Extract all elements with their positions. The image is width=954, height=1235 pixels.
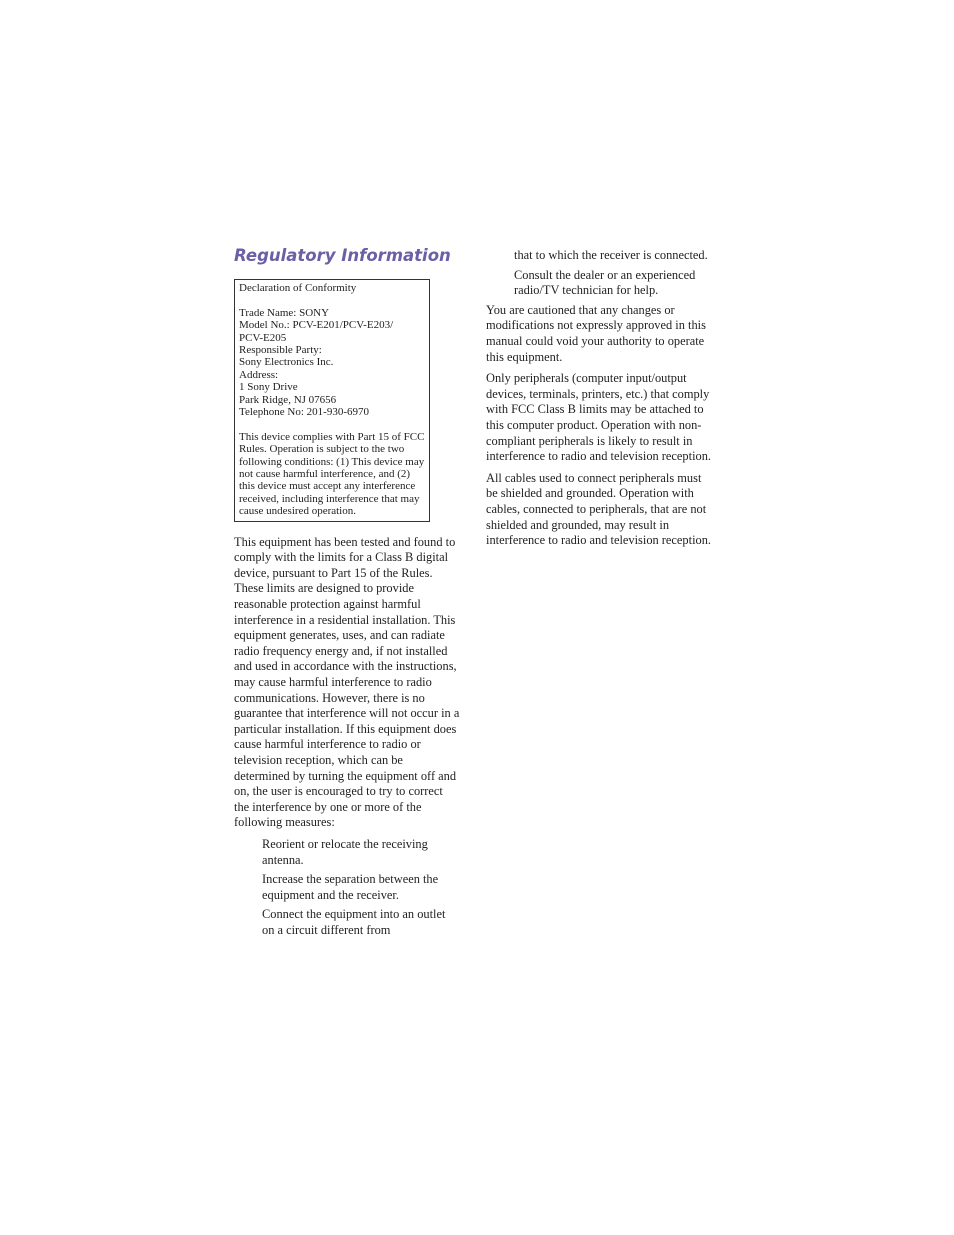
telephone-number: Telephone No: 201-930-6970: [239, 406, 369, 419]
model-number-line1: Model No.: PCV-E201/PCV-E203/: [239, 319, 394, 332]
model-number-line2: PCV-E205: [239, 331, 287, 344]
compliance-statement: This device complies with Part 15 of FCC Rules. Operation is subject to the two following conditions: (1) This device may not cause harmful interference, and (2) this device must accept any interference received, including interference that may cause undesired operation.: [239, 430, 425, 518]
left-column: [234, 245, 460, 943]
measure-item: Connect the equipment into an outlet on a circuit different from: [262, 907, 446, 937]
declaration-title: Declaration of Conformity: [239, 282, 357, 294]
cables-paragraph: All cables used to connect peripherals must be shielded and grounded. Operation with cables, connected to peripherals, that are not shielded and grounded, may result in interference to radio and television reception.: [486, 470, 711, 548]
address-street: 1 Sony Drive: [239, 381, 298, 394]
measure-item-continued: that to which the receiver is connected.: [514, 248, 708, 262]
declaration-of-conformity-box: [234, 279, 430, 522]
measure-item: Increase the separation between the equipment and the receiver.: [262, 872, 439, 902]
measure-item: Consult the dealer or an experienced radio/TV technician for help.: [514, 267, 696, 298]
responsible-party-label: Responsible Party:: [239, 344, 322, 357]
spacer: [239, 418, 425, 430]
address-label: Address:: [239, 368, 279, 381]
changes-caution-paragraph: You are cautioned that any changes or modifications not expressly approved in this manual could void your authority to operate this equipment.: [486, 302, 706, 364]
testing-paragraph: This equipment has been tested and found to comply with the limits for a Class B digital device, pursuant to Part 15 of the Rules. These limits are designed to provide reasonable protection against harmful interference in a residential installation. This equipment generates, uses, and can radiate radio frequency energy and, if not installed and used in accordance with the instructions, may cause harmful interference to radio communications. However, there is no guarantee that interference will not occur in a particular installation. If this equipment does cause harmful interference to radio or television reception, which can be determined by turning the equipment off and on, the user is encouraged to try to correct the interference by one or more of the following measures:: [234, 534, 460, 830]
company-name: Sony Electronics Inc.: [239, 356, 334, 369]
right-column: [486, 248, 714, 555]
peripherals-paragraph: Only peripherals (computer input/output devices, terminals, printers, etc.) that comply with FCC Class B limits may be attached to this computer product. Operation with non-compliant peripherals is likely to result in interference to radio and television reception.: [486, 371, 711, 464]
page-title: Regulatory Information: [234, 246, 451, 265]
measure-item: Reorient or relocate the receiving antenna.: [262, 836, 428, 867]
trade-name: Trade Name: SONY: [239, 306, 330, 319]
address-city: Park Ridge, NJ 07656: [239, 393, 337, 406]
spacer: [239, 294, 425, 306]
